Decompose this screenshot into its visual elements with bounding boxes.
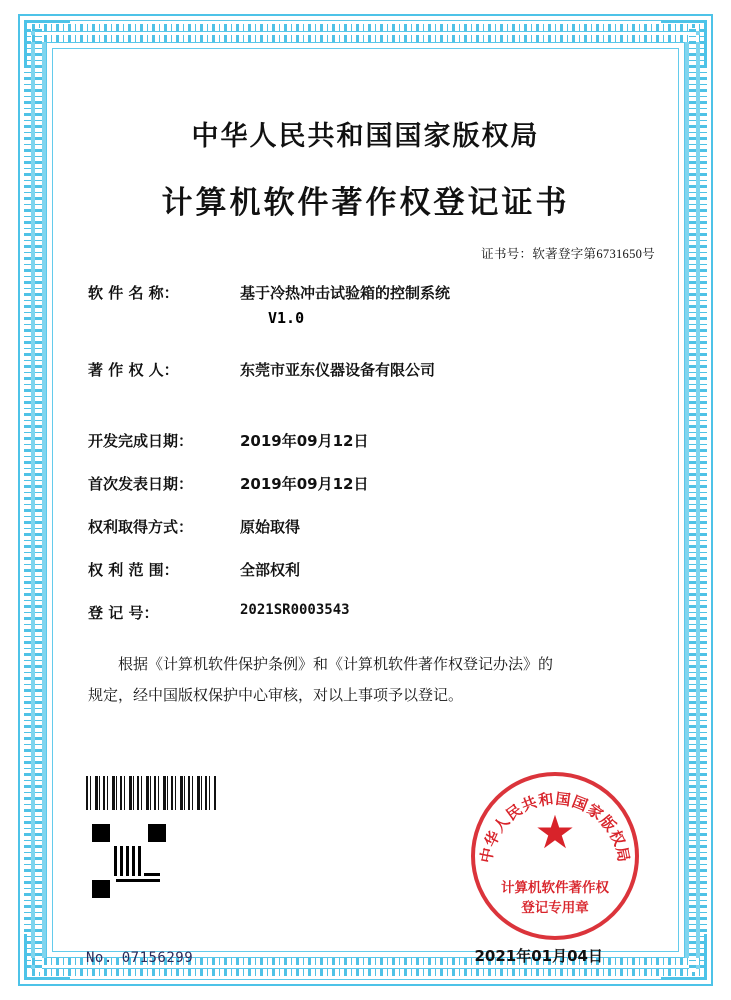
greek-key-top [28,24,703,31]
field-software-name [88,282,653,303]
certificate-footer [0,758,731,988]
field-label: 著 作 权 人： [88,361,179,379]
field-value: 基于冷热冲击试验箱的控制系统 [240,284,451,302]
greek-key-top-inner [28,35,703,42]
statement-line-2: 规定，经中国版权保护中心审核，对以上事项予以登记。 [88,685,464,704]
field-copyright-owner [88,359,653,380]
barcode-image [86,776,216,810]
field-label: 权利取得方式： [88,518,194,536]
certificate-number: 证书号：软著登字第6731650号 [481,247,655,261]
statement-text-1: 根据《计算机软件保护条例》和《计算机软件著作权登记办法》的 [118,655,554,673]
field-value: 东莞市亚东仪器设备有限公司 [240,361,436,379]
serial-number: No. 07156299 [86,950,194,966]
seal-line-1: 计算机软件著作权 [501,880,609,896]
legal-statement [60,649,671,711]
field-first-publish-date [88,473,653,494]
field-value: 全部权利 [240,561,301,579]
field-value: 原始取得 [240,518,301,536]
fields-list [60,282,671,623]
certificate-title: 计算机软件著作权登记证书 [161,185,570,221]
field-development-date [88,430,653,451]
field-value: 2019年09月12日 [240,475,369,493]
qr-code-image [92,824,166,898]
svg-text:中华人民共和国国家版权局: 中华人民共和国国家版权局 [476,789,634,865]
statement-line-1 [88,649,649,680]
field-label: 软 件 名 称： [88,284,179,302]
official-seal: 中华人民共和国国家版权局 ★ 计算机软件著作权 登记专用章 [471,772,639,940]
seal-line-2: 登记专用章 [521,900,589,916]
field-rights-scope [88,559,653,580]
issue-date: 2021年01月04日 [474,947,603,965]
issuer-title: 中华人民共和国国家版权局 [191,121,540,152]
field-label: 权 利 范 围： [88,561,179,579]
software-version: V1.0 [268,309,305,327]
spacer-2 [88,386,653,430]
field-value: 2021SR0003543 [240,602,350,618]
field-value: 2019年09月12日 [240,432,369,450]
spacer-1 [88,337,653,359]
field-label: 登 记 号： [88,604,159,622]
field-label: 开发完成日期： [88,432,194,450]
field-acquisition-method [88,516,653,537]
field-label: 首次发表日期： [88,475,194,493]
field-registration-number [88,602,653,623]
